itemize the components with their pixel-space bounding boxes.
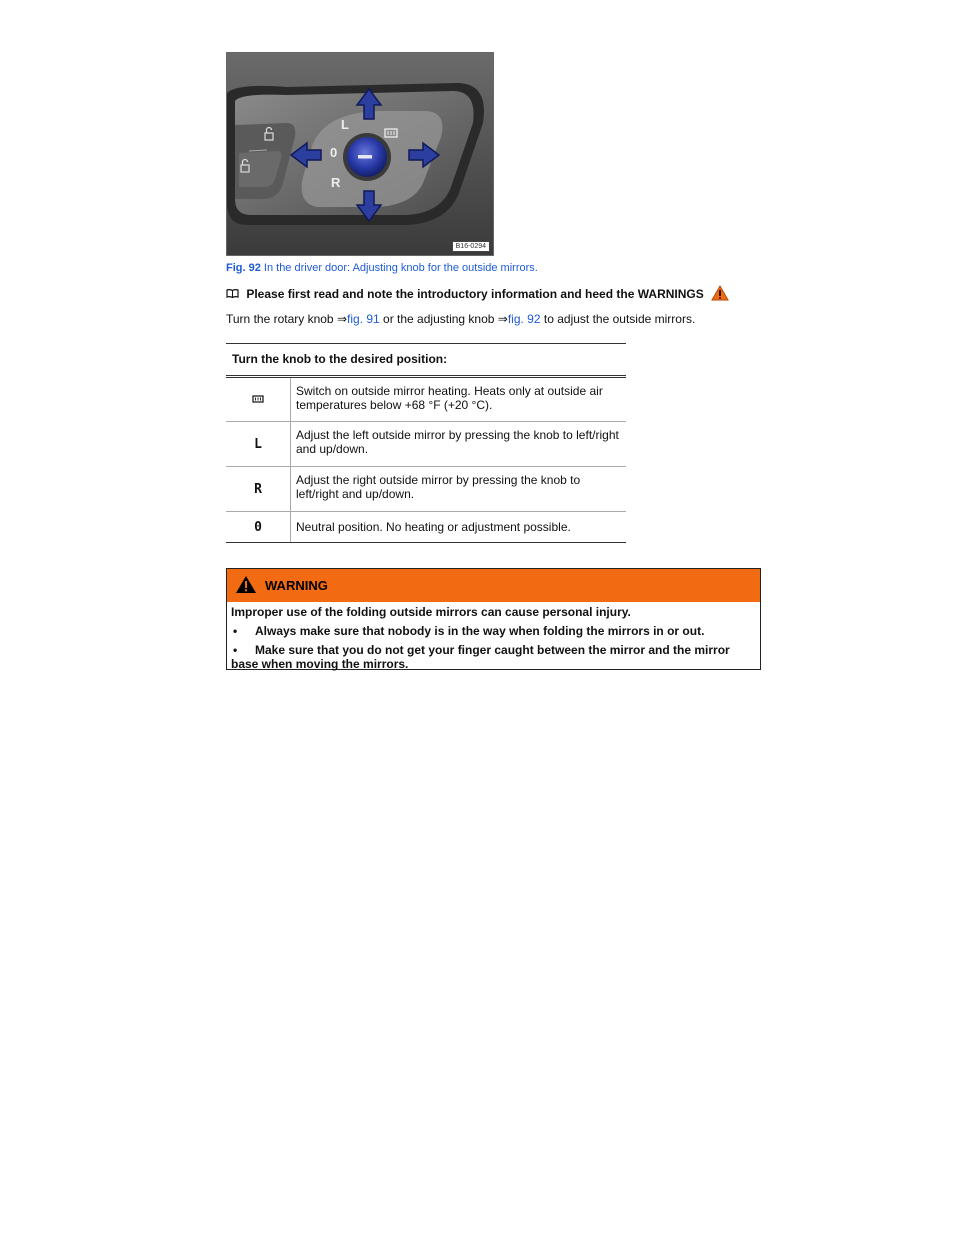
bullet-marker: • <box>233 624 238 638</box>
figure-code: B16-0294 <box>452 241 490 252</box>
figure-caption <box>226 262 538 274</box>
table-symbol: 0 <box>226 512 291 542</box>
intro-text: Please first read and note the introductory information and heed the WARNINGS <box>246 287 704 301</box>
table-description: Neutral position. No heating or adjustment possible. <box>296 520 571 534</box>
table-header: Turn the knob to the desired position: <box>226 344 626 378</box>
intro-note <box>226 285 729 304</box>
table-row <box>226 467 626 512</box>
warning-body <box>227 602 760 671</box>
para-before: Turn the rotary knob ⇒ <box>226 312 347 326</box>
warning-box <box>226 568 761 670</box>
link-fig-92[interactable]: fig. 92 <box>507 312 541 326</box>
warning-bullet-text: Always make sure that nobody is in the way when folding the mirrors in or out. <box>255 624 705 638</box>
table-row <box>226 378 626 422</box>
warning-bullet <box>231 643 756 671</box>
knob-label-right: R <box>331 175 341 190</box>
table-description: Switch on outside mirror heating. Heats only at outside air temperatures below +68 °F (+20 °C). <box>296 384 603 412</box>
warning-header <box>227 569 760 602</box>
figure-caption-text: In the driver door: Adjusting knob for the outside mirrors. <box>263 262 538 274</box>
figure-mirror-knob <box>226 52 494 256</box>
para-middle: or the adjusting knob ⇒ <box>379 312 508 326</box>
mirror-knob-illustration <box>227 53 494 256</box>
warning-bullet-text: Make sure that you do not get your finger caught between the mirror and the mirror base when moving the mirrors. <box>231 643 730 671</box>
table-symbol <box>226 378 291 421</box>
table-symbol: L <box>226 422 291 466</box>
book-icon <box>226 287 242 301</box>
knob-label-left: L <box>341 117 349 132</box>
instruction-paragraph <box>226 312 695 326</box>
knob-positions-table <box>226 343 626 543</box>
bullet-marker: • <box>233 643 238 657</box>
warning-intro: Improper use of the folding outside mirrors can cause personal injury. <box>231 605 631 619</box>
table-row <box>226 422 626 467</box>
mirror-heating-icon <box>252 395 264 404</box>
table-description: Adjust the right outside mirror by pressing the knob to left/right and up/down. <box>296 473 581 501</box>
table-description: Adjust the left outside mirror by pressing the knob to left/right and up/down. <box>296 428 619 456</box>
link-fig-91[interactable]: fig. 91 <box>347 312 380 326</box>
knob-label-neutral: 0 <box>330 145 338 160</box>
para-after: to adjust the outside mirrors. <box>540 312 696 326</box>
warning-triangle-icon <box>235 575 257 597</box>
warning-title: WARNING <box>265 578 328 593</box>
warning-triangle-icon <box>711 285 729 304</box>
knob-indicator <box>358 155 372 159</box>
table-row <box>226 512 626 542</box>
figure-caption-number: Fig. 92 <box>226 262 261 274</box>
warning-bullet <box>231 624 756 638</box>
table-symbol: R <box>226 467 291 511</box>
